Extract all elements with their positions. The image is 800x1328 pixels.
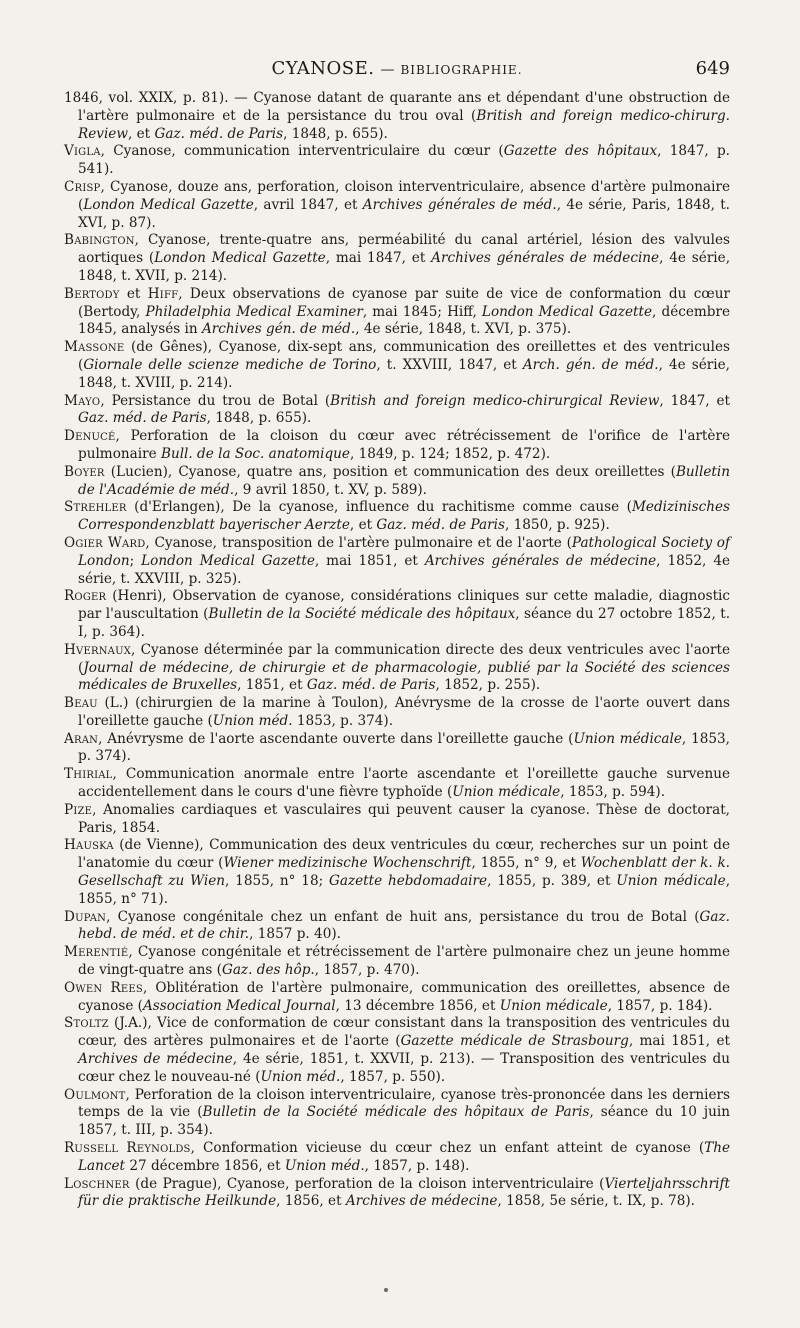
entry-text: , Cyanose congénitale chez un enfant de huit ans, persistance du trou de Botal ( [106, 908, 700, 925]
publication-title: Medizinisches Correspondenzblatt bayerischer Aerzte [78, 499, 730, 534]
entry-text: (Henri), Observation de cyanose, considérations cliniques sur cette maladie, diagnostic par l'auscultation ( [78, 588, 730, 623]
author-name: Dupan [64, 908, 107, 925]
publication-title: Union médicale [499, 997, 608, 1014]
entry-text: , 1849, p. 124; 1852, p. 472). [349, 445, 551, 462]
author-name: Mayo [64, 392, 101, 409]
entry-text: , Anomalies cardiaques et vasculaires qui peuvent causer la cyanose. Thèse de doctorat, Paris, 1854. [78, 801, 730, 836]
publication-title: Archives de médecine [345, 1193, 498, 1210]
running-subtitle: BIBLIOGRAPHIE. [400, 63, 523, 77]
publication-title: Gaz. méd. de Paris [376, 517, 505, 534]
entry-text: , Communication anormale entre l'aorte ascendante et l'oreillette gauche survenue accidentellement dans le cours d'une fièvre typhoïde ( [78, 766, 730, 801]
publication-title: Bulletin de l'Académie de méd. [78, 463, 730, 498]
entry-text: , 4e série, 1851, t. XXVII, p. 213). — Transposition des ventricules du cœur chez le nouveau-né ( [78, 1051, 730, 1085]
entry-text: , et [349, 517, 377, 534]
publication-title: Vierteljahrsschrift für die praktische Heilkunde [78, 1175, 730, 1210]
entry-text: , 1848, p. 655). [206, 410, 312, 427]
entry-text: , 1855, p. 389, et [487, 873, 617, 890]
entry-text: , mai 1851, et [628, 1033, 730, 1050]
publication-title: London Medical Gazette [481, 303, 653, 320]
author-name: Oulmont [64, 1086, 126, 1103]
bibliography-entry [64, 1087, 730, 1140]
entry-text: , 1853, p. 594). [560, 784, 666, 801]
entry-text: (de Prague), Cyanose, perforation de la cloison interventriculaire ( [129, 1175, 605, 1192]
author-name: Russell Reynolds [64, 1140, 191, 1157]
entry-text: (L.) (chirurgien de la marine à Toulon), Anévrysme de la crosse de l'aorte ouvert dans l'oreillette gauche ( [78, 695, 730, 729]
publication-title: Wiener medizinische Wochenschrift [223, 855, 472, 872]
publication-title: Wochenblatt der k. k. Gesellschaft zu Wien [78, 855, 731, 890]
entry-text: , 4e série, Paris, 1848, t. XVI, p. 87). [78, 196, 731, 231]
author-name: Ogier Ward [64, 534, 146, 551]
entry-text: 27 décembre 1856, et [125, 1157, 285, 1174]
author-name: Vigla [64, 143, 101, 160]
bibliography-entry [64, 642, 730, 695]
publication-title: Union méd. [260, 1068, 341, 1085]
bibliography-entry [64, 731, 730, 767]
bibliography-entry [64, 944, 730, 980]
entry-text: , 13 décembre 1856, et [335, 997, 500, 1014]
entry-text: , 1850, p. 925). [504, 517, 610, 534]
running-title: CYANOSE. [271, 58, 375, 79]
publication-title: Union médicale [452, 784, 561, 801]
bibliography-entry [64, 980, 730, 1016]
entry-text: , et [128, 125, 155, 142]
entry-text: (d'Erlangen), De la cyanose, influence du rachitisme comme cause ( [126, 499, 632, 516]
publication-title: Union médicale [616, 873, 726, 890]
entry-text: , 9 avril 1850, t. XV, p. 589). [234, 481, 428, 498]
author-name: Aran [64, 730, 99, 747]
author-name: Bertody [64, 285, 120, 302]
bibliography-entry [64, 232, 730, 285]
entry-text: , 1847, et [659, 392, 730, 409]
entry-text: , décembre 1845, analysés in [78, 303, 731, 338]
bibliography-entry [64, 1015, 730, 1086]
entry-text: , 1858, 5e série, t. IX, p. 78). [497, 1193, 695, 1210]
publication-title: Gaz. hebd. de méd. et de chir. [78, 908, 730, 943]
publication-title: Gaz. méd. de Paris [306, 677, 436, 694]
publication-title: Bulletin de la Société médicale des hôpitaux [208, 606, 516, 623]
entry-text: , Cyanose, trente-quatre ans, perméabilité du canal artériel, lésion des valvules aortiques ( [78, 232, 730, 267]
publication-title: Gazette médicale de Strasbourg [400, 1033, 629, 1050]
author-name: Massone [64, 339, 125, 356]
publication-title: Giornale delle scienze mediche de Torino [83, 356, 377, 373]
publication-title: Union médicale [573, 730, 682, 747]
printer-mark [384, 1288, 388, 1292]
bibliography-entry [64, 766, 730, 802]
bibliography-entry [64, 286, 730, 339]
entry-text: , 4e série, 1848, t. XVI, p. 375). [355, 321, 572, 338]
author-name: Thirial [64, 766, 113, 783]
publication-title: Philadelphia Medical Examiner [145, 303, 363, 320]
author-name: Crisp [64, 178, 101, 195]
publication-title: Bull. de la Soc. anatomique [160, 445, 350, 462]
publication-title: Archives générales de médecine [424, 552, 657, 569]
publication-title: Gazette des hôpitaux [503, 143, 658, 160]
bibliography-entry [64, 1176, 730, 1212]
author-name: Roger [64, 588, 107, 605]
entry-text: , Persistance du trou de Botal ( [100, 392, 331, 409]
entry-text: , 1853, p. 374). [78, 730, 730, 765]
entry-text: , Cyanose, communication interventriculaire du cœur ( [100, 143, 504, 160]
publication-title: London Medical Gazette [83, 196, 254, 213]
entry-text: , 1857, p. 184). [607, 997, 713, 1014]
author-name: Beau [64, 695, 98, 712]
entry-text: , Cyanose, transposition de l'artère pulmonaire et de l'aorte ( [145, 534, 572, 551]
entry-text: , mai 1847, et [325, 250, 432, 267]
bibliography-entry [64, 695, 730, 731]
entry-text: , avril 1847, et [253, 196, 363, 213]
author-name: Hauska [64, 837, 114, 854]
entry-text: , 1857, p. 550). [340, 1068, 446, 1085]
running-header [64, 58, 730, 86]
bibliography-entry [64, 143, 730, 179]
entry-text: , mai 1851, et [314, 552, 425, 569]
author-name: Babington [64, 232, 135, 249]
entry-text: , 1857 p. 40). [249, 926, 341, 943]
author-name: Loschner [64, 1175, 130, 1192]
entry-text: , Perforation de la cloison interventriculaire, cyanose très-prononcée dans les derniers temps de la vie ( [78, 1086, 730, 1121]
author-name: Hvernaux [64, 641, 132, 658]
entry-text: , Deux observations de cyanose par suite de vice de conformation du cœur (Bertody, [78, 285, 730, 320]
publication-title: Arch. gén. de méd. [522, 356, 659, 373]
entry-text: , 1851, et [237, 677, 307, 694]
entry-text: , 1855, n° 71). [78, 873, 731, 907]
entry-text: , Cyanose congénitale et rétrécissement de l'artère pulmonaire chez un jeune homme de vingt-quatre ans ( [78, 944, 730, 979]
bibliography-entry [64, 90, 730, 143]
entry-text: , 1857, p. 148). [364, 1157, 470, 1174]
entry-text: 1846, vol. XXIX, p. 81). — Cyanose datant de quarante ans et dépendant d'une obstruction de l'artère pulmonaire et de la persistance du trou oval ( [64, 90, 730, 124]
author-name: Pize [64, 801, 93, 818]
publication-title: The Lancet [78, 1140, 731, 1174]
author-name: Owen Rees [64, 979, 143, 996]
author-name: Boyer [64, 463, 105, 480]
bibliography-entry [64, 179, 730, 232]
author-name: Denucé [64, 428, 116, 445]
entry-text: , 1848, p. 655). [283, 125, 388, 142]
entry-text: , 1847, p. 541). [78, 143, 730, 178]
entry-text: , Conformation vicieuse du cœur chez un enfant atteint de cyanose ( [190, 1140, 705, 1157]
bibliography-entry [64, 535, 730, 588]
bibliography-list [64, 90, 730, 1211]
publication-title: Pathological Society of London [78, 534, 730, 569]
publication-title: Journal de médecine, de chirurgie et de pharmacologie, publié par la Société des sciences médicales de Bruxelles [78, 659, 730, 694]
entry-text: , t. XXVIII, 1847, et [376, 356, 523, 373]
entry-text: , Anévrysme de l'aorte ascendante ouverte dans l'oreillette gauche ( [98, 730, 574, 747]
publication-title: Gaz. méd. de Paris [154, 125, 284, 142]
entry-text: , Oblitération de l'artère pulmonaire, communication des oreillettes, absence de cyanose ( [78, 979, 730, 1014]
entry-text: , 1855, n° 9, et [471, 855, 581, 872]
entry-text: , 1857, p. 470). [314, 962, 420, 979]
entry-text: (de Vienne), Communication des deux ventricules du cœur, recherches sur un point de l'anatomie du cœur ( [78, 837, 730, 872]
bibliography-entry [64, 1140, 730, 1176]
entry-text: , Cyanose, douze ans, perforation, cloison interventriculaire, absence d'artère pulmonaire ( [78, 178, 730, 213]
publication-title: London Medical Gazette [154, 250, 326, 267]
entry-text: (J.A.), Vice de conformation de cœur consistant dans la transposition des ventricules du cœur, des artères pulmonaires et de l'aorte ( [78, 1015, 730, 1050]
publication-title: Association Medical Journal [142, 997, 336, 1014]
author-name: Hiff [147, 285, 179, 302]
bibliography-entry [64, 837, 730, 908]
publication-title: British and foreign medico-chirurg. Review [78, 107, 730, 142]
bibliography-entry [64, 393, 730, 429]
entry-text: 1853, p. 374). [292, 712, 394, 729]
publication-title: Archives générales de méd. [362, 196, 557, 213]
entry-text: (de Gênes), Cyanose, dix-sept ans, communication des oreillettes et des ventricules ( [78, 339, 730, 373]
bibliography-entry [64, 588, 730, 641]
author-name: Strehler [64, 499, 127, 516]
bibliography-entry [64, 499, 730, 535]
page-number: 649 [695, 58, 730, 79]
entry-text: , 1852, p. 255). [435, 677, 541, 694]
bibliography-entry [64, 428, 730, 464]
entry-text: , 4e série, 1848, t. XVIII, p. 214). [78, 356, 730, 391]
entry-text: , 1855, n° 18; [225, 873, 330, 890]
publication-title: Archives gén. de méd. [201, 321, 356, 338]
entry-text: , séance du 10 juin 1857, t. III, p. 354). [78, 1104, 730, 1139]
publication-title: Bulletin de la Société médicale des hôpitaux de Paris [202, 1104, 590, 1121]
publication-title: Gaz. des hôp. [221, 962, 315, 979]
publication-title: Archives de médecine [78, 1051, 233, 1068]
entry-text: et [119, 285, 148, 302]
entry-text: (Lucien), Cyanose, quatre ans, position et communication des deux oreillettes ( [104, 463, 676, 480]
title-separator: — [380, 62, 395, 78]
entry-text: , 4e série, 1848, t. XVII, p. 214). [78, 250, 731, 284]
entry-text: ; [129, 552, 142, 569]
publication-title: Gazette hebdomadaire [329, 873, 488, 890]
entry-text: , 1852, 4e série, t. XXVIII, p. 325). [78, 552, 731, 587]
publication-title: Archives générales de médecine [431, 250, 660, 267]
entry-text: , 1856, et [276, 1193, 346, 1210]
entry-text: , Perforation de la cloison du cœur avec rétrécissement de l'orifice de l'artère pulmonaire [78, 428, 730, 462]
bibliography-entry [64, 909, 730, 945]
entry-text: , Cyanose déterminée par la communication directe des deux ventricules avec l'aorte ( [78, 641, 730, 676]
bibliography-entry [64, 464, 730, 500]
publication-title: London Medical Gazette [141, 552, 315, 569]
entry-text: , séance du 27 octobre 1852, t. I, p. 364). [78, 606, 731, 640]
entry-text: , mai 1845; Hiff, [362, 303, 482, 320]
publication-title: Union méd. [212, 712, 293, 729]
bibliography-entry [64, 802, 730, 838]
publication-title: Union méd. [284, 1157, 365, 1174]
author-name: Stoltz [64, 1015, 109, 1032]
publication-title: Gaz. méd. de Paris [78, 410, 207, 427]
publication-title: British and foreign medico-chirurgical Review [330, 392, 660, 409]
bibliography-entry [64, 339, 730, 392]
author-name: Merentié [64, 944, 129, 961]
